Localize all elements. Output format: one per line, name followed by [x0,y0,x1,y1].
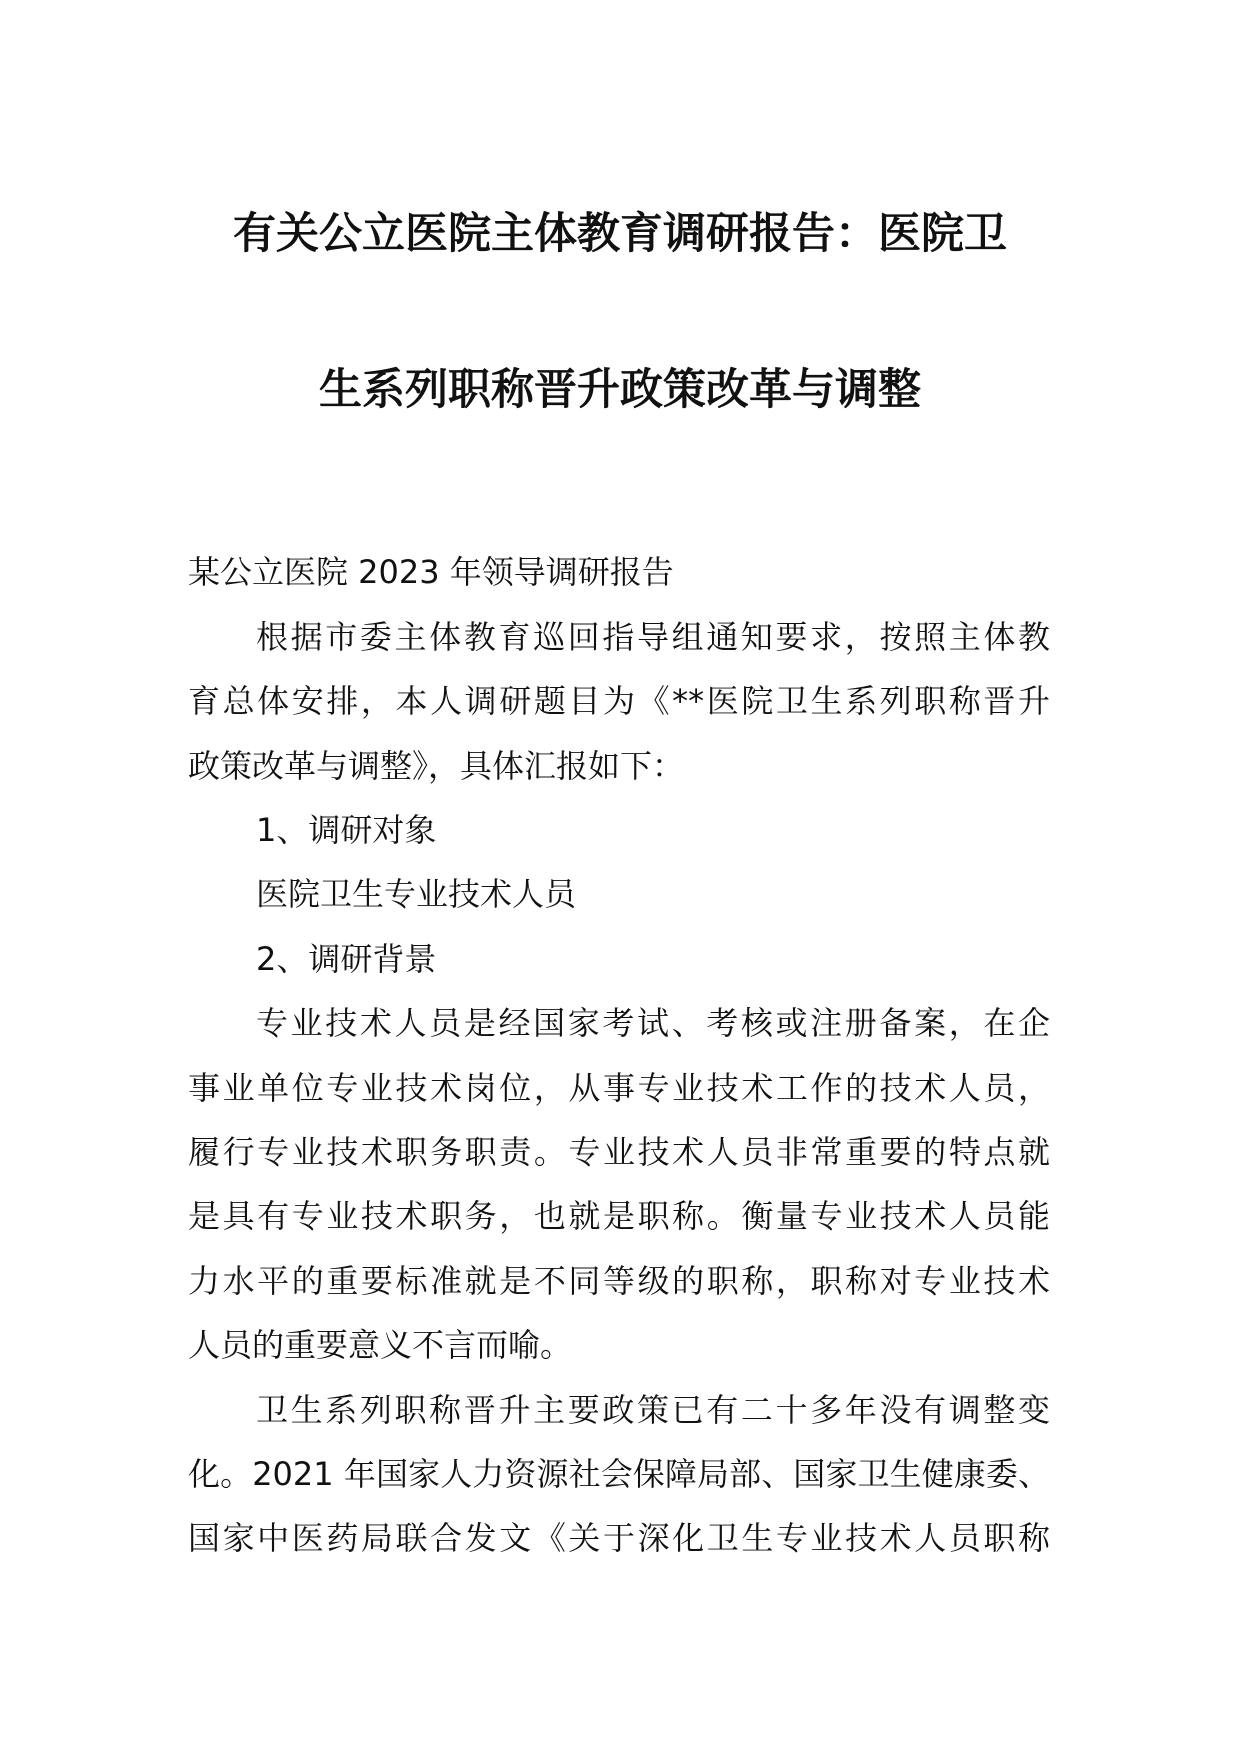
paragraph-line: 力水平的重要标准就是不同等级的职称，职称对专业技术 [188,1262,1050,1300]
paragraph-line: 人员的重要意义不言而喻。 [188,1326,573,1364]
document-title-line-2: 生系列职称晋升政策改革与调整 [319,365,921,415]
paragraph-line: 事业单位专业技术岗位，从事专业技术工作的技术人员， [188,1069,1050,1107]
report-subtitle: 某公立医院 2023 年领导调研报告 [188,553,674,591]
section-heading: 2、调研背景 [256,940,437,978]
paragraph-line: 医院卫生专业技术人员 [256,875,577,913]
paragraph-line: 专业技术人员是经国家考试、考核或注册备案，在企 [256,1004,1050,1042]
section-heading: 1、调研对象 [256,811,437,849]
paragraph-line: 国家中医药局联合发文《关于深化卫生专业技术人员职称 [188,1519,1050,1557]
paragraph-line: 是具有专业技术职务，也就是职称。衡量专业技术人员能 [188,1197,1050,1235]
paragraph-line: 育总体安排，本人调研题目为《**医院卫生系列职称晋升 [188,682,1050,720]
paragraph-line: 根据市委主体教育巡回指导组通知要求，按照主体教 [256,618,1050,656]
paragraph-line: 化。2021 年国家人力资源社会保障局部、国家卫生健康委、 [188,1455,1050,1493]
paragraph-line: 履行专业技术职务职责。专业技术人员非常重要的特点就 [188,1133,1050,1171]
paragraph-line: 政策改革与调整》，具体汇报如下： [188,747,685,785]
paragraph-line: 卫生系列职称晋升主要政策已有二十多年没有调整变 [256,1391,1050,1429]
document-title-line-1: 有关公立医院主体教育调研报告：医院卫 [233,209,1007,259]
